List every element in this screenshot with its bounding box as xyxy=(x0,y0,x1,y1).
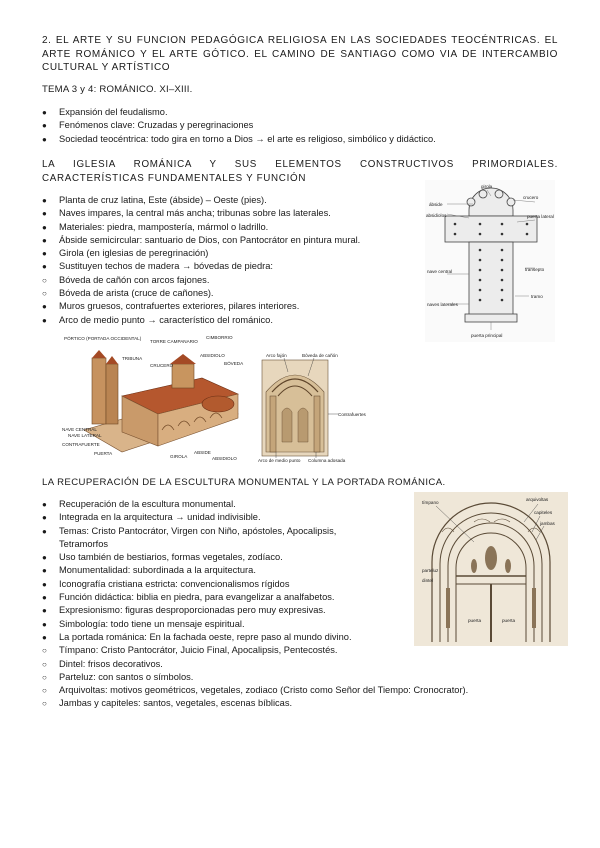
label-portico: PÓRTICO (PORTADA OCCIDENTAL) xyxy=(64,336,142,341)
label-puerta-principal: puerta principal xyxy=(471,333,503,338)
list-item: ● Materiales: piedra, mampostería, mármol o ladrillo. xyxy=(42,221,269,232)
list-item: ○ Bóveda de arista (cruce de cañones). xyxy=(42,288,214,299)
vault-figure xyxy=(258,352,378,464)
romanesque-portal-figure xyxy=(414,492,568,646)
label-boveda-canon: Bóveda de cañón xyxy=(302,353,338,358)
list-item: ● Expansión del feudalismo. xyxy=(42,107,168,117)
list-item: ● Uso también de bestiarios, formas vegetales, zodíaco. xyxy=(42,552,283,563)
list-item: ● Expresionismo: figuras desproporcionadas pero muy expresivas. xyxy=(42,605,326,616)
label-nave-central: nave central xyxy=(427,269,453,274)
list-item: ● Simbología: todo tiene un mensaje espiritual. xyxy=(42,618,245,629)
label-capiteles: capiteles xyxy=(534,510,553,515)
label-naves-laterales: naves laterales xyxy=(427,302,458,307)
section-heading-church: LA IGLESIA ROMÁNICA Y SUS ELEMENTOS CONSTRUCTIVOS PRIMORDIALES. CARACTERÍSTICAS FUNDAMENTALES Y FUNCIÓN xyxy=(42,159,558,184)
list-item: ● Integrada en la arquitectura → unidad indivisible. xyxy=(42,512,261,523)
list-item: ● Monumentalidad: subordinada a la arquitectura. xyxy=(42,565,256,576)
list-item: ● Sustituyen techos de madera → bóvedas de piedra: xyxy=(42,261,273,272)
list-item: ○ Arquivoltas: motivos geométricos, vegetales, zodiaco (Cristo como Señor del Tiempo: Cronocrator). xyxy=(42,685,469,696)
list-item: ● Recuperación de la escultura monumental. xyxy=(42,499,236,509)
list-item: ● Girola (en iglesias de peregrinación) xyxy=(42,248,209,259)
label-timpano: tímpano xyxy=(422,500,439,505)
label-arco-fajon: Arco fajón xyxy=(266,353,287,358)
list-item: ○ Jambas y capiteles: santos, vegetales, escenas bíblicas. xyxy=(42,698,293,709)
label-dintel: dintel xyxy=(422,578,433,583)
list-item: ● Fenómenos clave: Cruzadas y peregrinaciones xyxy=(42,120,254,131)
label-parteluz: parteluz xyxy=(422,568,439,573)
list-item: ● Naves impares, la central más ancha; tribunas sobre las laterales. xyxy=(42,208,331,219)
list-item: ○ Tímpano: Cristo Pantocrátor, Juicio Final, Apocalipsis, Pentecostés. xyxy=(42,645,338,656)
label-transepto: transepto xyxy=(525,267,545,272)
label-boveda: BÓVEDA xyxy=(224,361,244,366)
label-puerta: PUERTA xyxy=(94,451,113,456)
label-torre-campanario: TORRE CAMPANARIO xyxy=(150,339,198,344)
list-item: ○ Bóveda de cañón con arcos fajones. xyxy=(42,274,210,285)
list-item: ● Ábside semicircular: santuario de Dios, con Pantocrátor en pintura mural. xyxy=(42,234,361,245)
church-floor-plan-figure xyxy=(425,180,555,342)
list-item: ● Sociedad teocéntrica: todo gira en torno a Dios → el arte es religioso, simbólico y didáctico. xyxy=(42,133,436,144)
label-absidiolo-top: ABSIDIOLO xyxy=(200,353,225,358)
church-list xyxy=(42,194,360,327)
label-puerta-right: puerta xyxy=(502,618,516,623)
label-nave-central: NAVE CENTRAL xyxy=(62,427,97,432)
label-nave-lateral: NAVE LATERAL xyxy=(68,433,102,438)
label-girola: girola xyxy=(481,184,493,189)
list-item: Tetramorfos xyxy=(59,538,109,549)
label-absidiolo-bottom: ABSIDIOLO xyxy=(212,456,237,461)
list-item: ● Función didáctica: biblia en piedra, para evangelizar a analfabetos. xyxy=(42,592,335,603)
label-girola: GIROLA xyxy=(170,454,188,459)
label-arquivoltas: arquivoltas xyxy=(526,497,549,502)
label-puerta-lateral: puerta lateral xyxy=(527,214,554,219)
list-item: ○ Dintel: frisos decorativos. xyxy=(42,658,163,669)
label-arco-medio-punto: Arco de medio punto xyxy=(258,458,301,463)
church-cutaway-figure xyxy=(62,334,254,464)
topic-subtitle: TEMA 3 y 4: ROMÁNICO. XI–XIII. xyxy=(42,84,193,95)
list-item: ● La portada románica: En la fachada oeste, repre paso al mundo divino. xyxy=(42,631,352,642)
label-contrafuerte: CONTRAFUERTE xyxy=(62,442,100,447)
label-jambas: jambas xyxy=(540,521,555,526)
section-heading-portal: LA RECUPERACIÓN DE LA ESCULTURA MONUMENTAL Y LA PORTADA ROMÁNICA. xyxy=(42,477,446,488)
list-item: ● Iconografía cristiana estricta: convencionalismos rígidos xyxy=(42,578,290,589)
vault-drawing xyxy=(262,360,328,456)
label-abside: ABSIDE xyxy=(194,450,211,455)
list-item: ● Muros gruesos, contrafuertes exteriores, pilares interiores. xyxy=(42,301,300,312)
label-puerta-left: puerta xyxy=(468,618,482,623)
document-title: 2. EL ARTE Y SU FUNCION PEDAGÓGICA RELIGIOSA EN LAS SOCIEDADES TEOCÉNTRICAS. EL ARTE ROMÁNICO Y EL ARTE GÓTICO. EL CAMINO DE SANTIAGO COMO VIA DE INTERCAMBIO CULTURAL Y ARTÍSTICO xyxy=(42,35,558,73)
intro-list xyxy=(42,106,436,146)
label-tramo: tramo xyxy=(531,294,543,299)
label-absidiolos: absidiolos xyxy=(426,213,447,218)
list-item: ● Temas: Cristo Pantocrátor, Virgen con Niño, apóstoles, Apocalipsis, xyxy=(42,525,337,536)
list-item: ● Arco de medio punto → característico del románico. xyxy=(42,314,273,325)
label-abside: ábside xyxy=(429,202,443,207)
sculpture-list xyxy=(42,498,468,711)
list-item: ● Planta de cruz latina, Este (ábside) – Oeste (pies). xyxy=(42,195,267,205)
label-contrafuertes: Contrafuertes xyxy=(338,412,366,417)
label-tribuna: TRIBUNA xyxy=(122,356,143,361)
label-crucero: crucero xyxy=(523,195,539,200)
list-item: ○ Parteluz: con santos o símbolos. xyxy=(42,671,194,682)
label-cimborrio: CIMBORRIO xyxy=(206,335,233,340)
label-columna-adosada: Columna adosada xyxy=(308,458,346,463)
label-crucero: CRUCERO xyxy=(150,363,174,368)
